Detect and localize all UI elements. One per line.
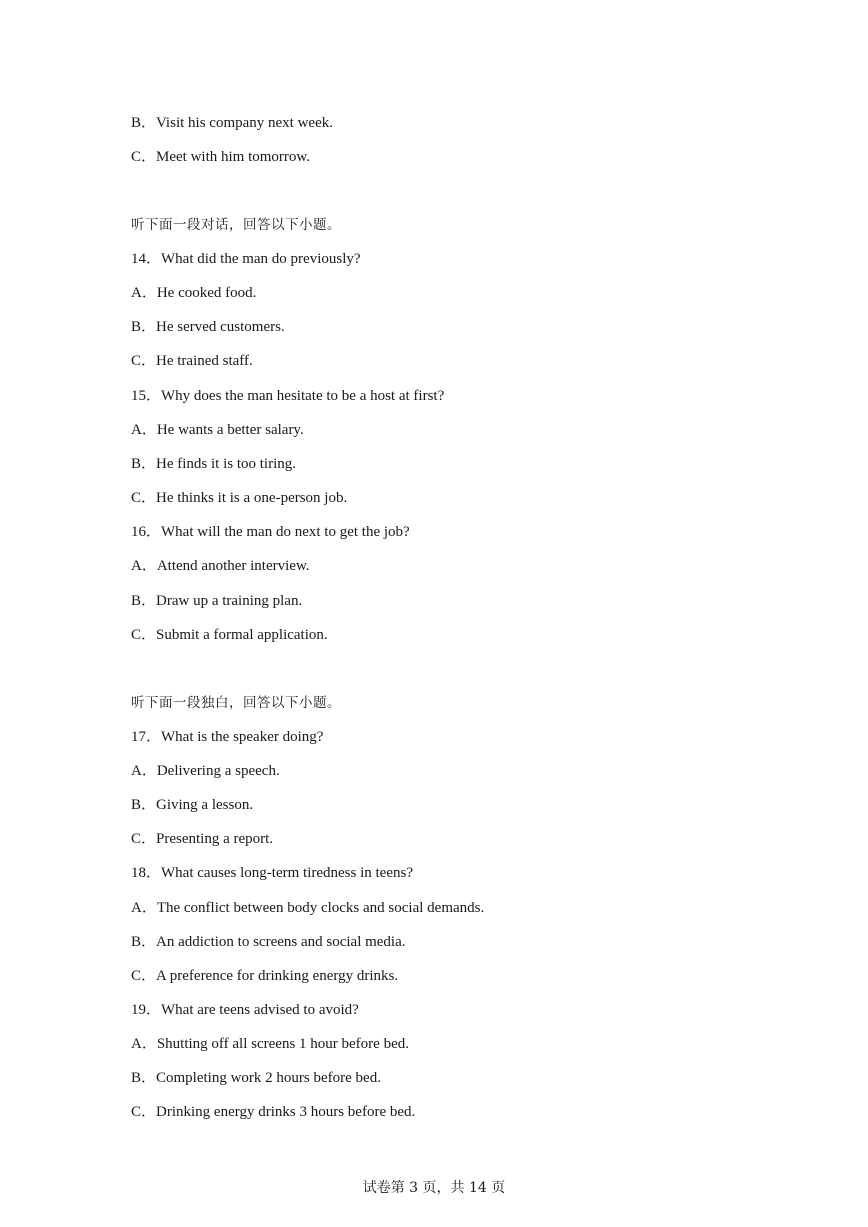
question-19: 19．What are teens advised to avoid? bbox=[131, 1002, 359, 1018]
q13-option-c: C．Meet with him tomorrow. bbox=[131, 149, 311, 165]
q17-option-a: A．Delivering a speech. bbox=[131, 763, 280, 779]
q18-option-b: B．An addiction to screens and social media. bbox=[131, 934, 406, 950]
q17-option-b: B．Giving a lesson. bbox=[131, 797, 254, 813]
question-15: 15．Why does the man hesitate to be a host at first? bbox=[131, 388, 445, 404]
q18-option-c: C．A preference for drinking energy drinks. bbox=[131, 968, 399, 984]
q15-option-c: C．He thinks it is a one-person job. bbox=[131, 490, 348, 506]
q16-option-a: A．Attend another interview. bbox=[131, 558, 310, 574]
question-14: 14．What did the man do previously? bbox=[131, 251, 361, 267]
section-instruction-monologue: 听下面一段独白，回答以下小题。 bbox=[131, 695, 341, 711]
question-17: 17．What is the speaker doing? bbox=[131, 729, 324, 745]
q19-option-a: A．Shutting off all screens 1 hour before bed. bbox=[131, 1036, 409, 1052]
q19-option-c: C．Drinking energy drinks 3 hours before bed. bbox=[131, 1104, 416, 1120]
q14-option-c: C．He trained staff. bbox=[131, 353, 253, 369]
q17-option-c: C．Presenting a report. bbox=[131, 831, 274, 847]
question-16: 16．What will the man do next to get the job? bbox=[131, 524, 410, 540]
q16-option-c: C．Submit a formal application. bbox=[131, 627, 328, 643]
page-footer: 试卷第 3 页，共 14 页 bbox=[362, 1180, 506, 1196]
q15-option-a: A．He wants a better salary. bbox=[131, 422, 304, 438]
q19-option-b: B．Completing work 2 hours before bed. bbox=[131, 1070, 381, 1086]
q14-option-b: B．He served customers. bbox=[131, 319, 285, 335]
q14-option-a: A．He cooked food. bbox=[131, 285, 257, 301]
q16-option-b: B．Draw up a training plan. bbox=[131, 593, 303, 609]
section-instruction-dialogue: 听下面一段对话，回答以下小题。 bbox=[131, 217, 341, 233]
question-18: 18．What causes long-term tiredness in teens? bbox=[131, 865, 413, 881]
q15-option-b: B．He finds it is too tiring. bbox=[131, 456, 297, 472]
q13-option-b: B．Visit his company next week. bbox=[131, 115, 333, 131]
q18-option-a: A．The conflict between body clocks and social demands. bbox=[131, 900, 485, 916]
